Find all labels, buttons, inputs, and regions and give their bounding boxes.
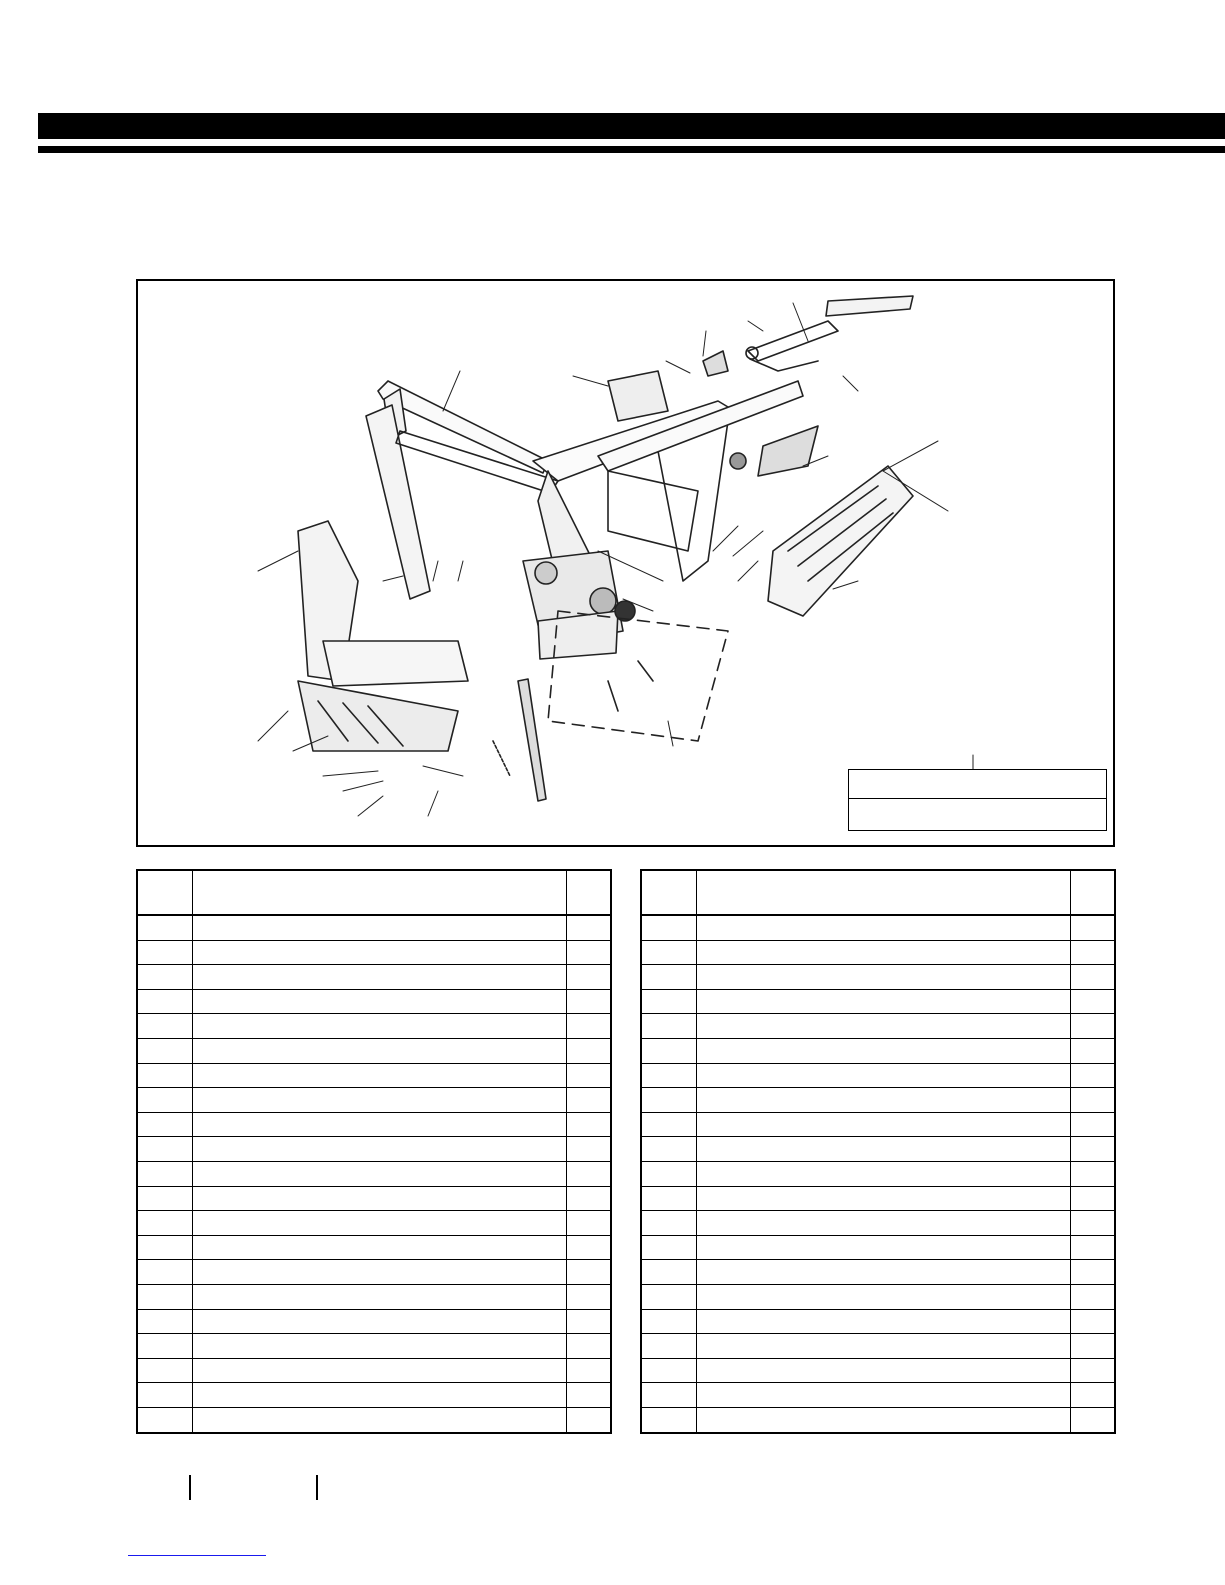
cell-description bbox=[192, 1088, 566, 1113]
cell-no bbox=[641, 965, 696, 990]
cell-description bbox=[192, 1383, 566, 1408]
cell-description bbox=[696, 1334, 1070, 1359]
cell-no bbox=[641, 1309, 696, 1334]
exploded-frame-diagram bbox=[136, 279, 1115, 847]
cell-description bbox=[192, 1334, 566, 1359]
cell-no bbox=[137, 1211, 192, 1236]
cell-no bbox=[137, 1260, 192, 1285]
cell-no bbox=[137, 915, 192, 940]
cell-qty bbox=[566, 1038, 611, 1063]
cell-qty bbox=[1070, 1285, 1115, 1310]
table-row bbox=[641, 1137, 1115, 1162]
cell-description bbox=[696, 1211, 1070, 1236]
cell-qty bbox=[566, 989, 611, 1014]
col-header-description bbox=[192, 870, 566, 915]
footer-separator bbox=[189, 1475, 191, 1500]
cell-no bbox=[137, 1334, 192, 1359]
table-row bbox=[137, 915, 611, 940]
cell-description bbox=[192, 915, 566, 940]
table-row bbox=[137, 1285, 611, 1310]
cell-qty bbox=[566, 1186, 611, 1211]
col-header-description bbox=[696, 870, 1070, 915]
cell-qty bbox=[1070, 1137, 1115, 1162]
table-row bbox=[137, 1235, 611, 1260]
cell-description bbox=[696, 1309, 1070, 1334]
cell-qty bbox=[566, 1358, 611, 1383]
table-row bbox=[137, 1334, 611, 1359]
cell-description bbox=[192, 1309, 566, 1334]
cell-qty bbox=[566, 1211, 611, 1236]
col-header-no bbox=[137, 870, 192, 915]
cell-no bbox=[137, 1309, 192, 1334]
cell-qty bbox=[1070, 1408, 1115, 1433]
footer-separator bbox=[316, 1475, 318, 1500]
table-row bbox=[641, 1088, 1115, 1113]
cell-no bbox=[641, 1038, 696, 1063]
side-panel-drawing bbox=[730, 426, 913, 616]
table-row bbox=[137, 989, 611, 1014]
cell-no bbox=[137, 940, 192, 965]
table-row bbox=[137, 1137, 611, 1162]
table-row bbox=[641, 1063, 1115, 1088]
cell-qty bbox=[566, 1137, 611, 1162]
table-header-row bbox=[641, 870, 1115, 915]
cell-description bbox=[696, 1186, 1070, 1211]
header-title-bar bbox=[38, 113, 1225, 139]
cell-no bbox=[641, 1137, 696, 1162]
table-row bbox=[137, 1408, 611, 1433]
parts-table-right bbox=[640, 869, 1116, 1434]
cell-qty bbox=[566, 1088, 611, 1113]
table-row bbox=[641, 1358, 1115, 1383]
cell-no bbox=[137, 1235, 192, 1260]
cell-qty bbox=[1070, 1162, 1115, 1187]
cell-no bbox=[641, 1162, 696, 1187]
cell-no bbox=[641, 989, 696, 1014]
cell-description bbox=[696, 1383, 1070, 1408]
table-row bbox=[137, 965, 611, 990]
table-row bbox=[641, 1285, 1115, 1310]
table-row bbox=[137, 1038, 611, 1063]
table-row bbox=[137, 1063, 611, 1088]
cell-qty bbox=[1070, 1260, 1115, 1285]
col-header-no bbox=[641, 870, 696, 915]
cell-description bbox=[696, 940, 1070, 965]
table-row bbox=[641, 1186, 1115, 1211]
cell-no bbox=[641, 1063, 696, 1088]
cell-no bbox=[137, 989, 192, 1014]
cell-description bbox=[696, 1408, 1070, 1433]
cell-qty bbox=[1070, 915, 1115, 940]
main-frame-drawing bbox=[366, 381, 803, 659]
cell-no bbox=[137, 1285, 192, 1310]
table-row bbox=[641, 1235, 1115, 1260]
cell-no bbox=[137, 1063, 192, 1088]
cell-no bbox=[641, 940, 696, 965]
cell-description bbox=[192, 1186, 566, 1211]
cell-description bbox=[696, 1162, 1070, 1187]
table-row bbox=[641, 1309, 1115, 1334]
parts-table-left bbox=[136, 869, 612, 1434]
cell-description bbox=[192, 1014, 566, 1039]
cell-no bbox=[641, 1260, 696, 1285]
cell-no bbox=[641, 1408, 696, 1433]
cell-description bbox=[192, 1408, 566, 1433]
table-row bbox=[137, 1162, 611, 1187]
cell-no bbox=[641, 1235, 696, 1260]
table-row bbox=[137, 1112, 611, 1137]
table-row bbox=[641, 915, 1115, 940]
cell-no bbox=[137, 1112, 192, 1137]
table-row bbox=[641, 1383, 1115, 1408]
frame-parts-illustration bbox=[138, 281, 1117, 849]
table-row bbox=[137, 1309, 611, 1334]
cell-description bbox=[192, 1137, 566, 1162]
table-row bbox=[641, 1408, 1115, 1433]
cell-qty bbox=[1070, 1112, 1115, 1137]
table-row bbox=[641, 1112, 1115, 1137]
cell-no bbox=[137, 1383, 192, 1408]
header-rule bbox=[38, 146, 1225, 153]
cell-qty bbox=[1070, 1358, 1115, 1383]
cell-no bbox=[641, 915, 696, 940]
cell-description bbox=[696, 1063, 1070, 1088]
cell-qty bbox=[1070, 1038, 1115, 1063]
table-row bbox=[137, 1186, 611, 1211]
cell-description bbox=[192, 1235, 566, 1260]
cell-qty bbox=[1070, 1186, 1115, 1211]
cell-qty bbox=[1070, 940, 1115, 965]
cell-description bbox=[192, 1211, 566, 1236]
table-row bbox=[641, 1334, 1115, 1359]
cell-no bbox=[641, 1112, 696, 1137]
table-row bbox=[137, 1088, 611, 1113]
cell-no bbox=[137, 1162, 192, 1187]
cell-no bbox=[137, 1137, 192, 1162]
cell-qty bbox=[1070, 965, 1115, 990]
table-row bbox=[641, 940, 1115, 965]
cell-description bbox=[696, 1137, 1070, 1162]
table-row bbox=[641, 1162, 1115, 1187]
cell-no bbox=[137, 1014, 192, 1039]
cell-description bbox=[192, 1358, 566, 1383]
footer-link[interactable] bbox=[128, 1555, 266, 1556]
cell-description bbox=[696, 1112, 1070, 1137]
cell-qty bbox=[566, 1260, 611, 1285]
cell-qty bbox=[1070, 1014, 1115, 1039]
cell-no bbox=[137, 1186, 192, 1211]
cell-qty bbox=[566, 1285, 611, 1310]
cell-no bbox=[641, 1358, 696, 1383]
cell-no bbox=[641, 1334, 696, 1359]
cell-qty bbox=[566, 1014, 611, 1039]
cell-qty bbox=[566, 1383, 611, 1408]
cell-description bbox=[696, 915, 1070, 940]
cell-qty bbox=[566, 1112, 611, 1137]
cell-qty bbox=[566, 1063, 611, 1088]
cell-description bbox=[192, 1038, 566, 1063]
table-row bbox=[641, 1038, 1115, 1063]
cell-no bbox=[137, 965, 192, 990]
table-header-row bbox=[137, 870, 611, 915]
cell-qty bbox=[1070, 1309, 1115, 1334]
cell-qty bbox=[1070, 1211, 1115, 1236]
table-row bbox=[137, 940, 611, 965]
cell-qty bbox=[1070, 1334, 1115, 1359]
cell-qty bbox=[566, 1235, 611, 1260]
table-row bbox=[137, 1260, 611, 1285]
cell-description bbox=[696, 1088, 1070, 1113]
table-row bbox=[137, 1211, 611, 1236]
skid-plate-drawing bbox=[298, 521, 468, 751]
cell-description bbox=[192, 940, 566, 965]
table-row bbox=[137, 1383, 611, 1408]
rear-rack-drawing bbox=[746, 296, 913, 371]
cell-description bbox=[696, 1038, 1070, 1063]
cell-no bbox=[641, 1014, 696, 1039]
cell-no bbox=[641, 1186, 696, 1211]
cell-no bbox=[641, 1088, 696, 1113]
cell-qty bbox=[566, 915, 611, 940]
cell-qty bbox=[566, 965, 611, 990]
cell-description bbox=[696, 1014, 1070, 1039]
cell-no bbox=[641, 1383, 696, 1408]
cell-description bbox=[192, 1063, 566, 1088]
table-row bbox=[641, 1260, 1115, 1285]
cell-description bbox=[696, 965, 1070, 990]
cell-no bbox=[641, 1285, 696, 1310]
table-row bbox=[641, 989, 1115, 1014]
col-header-qty bbox=[566, 870, 611, 915]
cell-qty bbox=[1070, 1383, 1115, 1408]
cell-no bbox=[137, 1038, 192, 1063]
table-row bbox=[137, 1358, 611, 1383]
cell-qty bbox=[566, 1309, 611, 1334]
cell-no bbox=[137, 1088, 192, 1113]
table-row bbox=[641, 1211, 1115, 1236]
table-row bbox=[641, 1014, 1115, 1039]
cell-qty bbox=[1070, 1063, 1115, 1088]
cell-qty bbox=[566, 1408, 611, 1433]
cell-no bbox=[137, 1358, 192, 1383]
cell-description bbox=[192, 1285, 566, 1310]
cell-qty bbox=[1070, 989, 1115, 1014]
table-row bbox=[137, 1014, 611, 1039]
cell-qty bbox=[1070, 1235, 1115, 1260]
cell-description bbox=[696, 1358, 1070, 1383]
cell-qty bbox=[566, 1334, 611, 1359]
col-header-qty bbox=[1070, 870, 1115, 915]
cell-description bbox=[192, 1112, 566, 1137]
callout-box bbox=[848, 769, 1107, 831]
cell-qty bbox=[566, 1162, 611, 1187]
cell-description bbox=[192, 965, 566, 990]
cell-description bbox=[696, 989, 1070, 1014]
callout-divider bbox=[849, 798, 1106, 799]
cell-description bbox=[192, 1162, 566, 1187]
cell-description bbox=[696, 1285, 1070, 1310]
cell-qty bbox=[1070, 1088, 1115, 1113]
cell-description bbox=[696, 1260, 1070, 1285]
cell-description bbox=[696, 1235, 1070, 1260]
cell-qty bbox=[566, 940, 611, 965]
cell-description bbox=[192, 989, 566, 1014]
cell-no bbox=[137, 1408, 192, 1433]
cell-description bbox=[192, 1260, 566, 1285]
table-row bbox=[641, 965, 1115, 990]
cell-no bbox=[641, 1211, 696, 1236]
